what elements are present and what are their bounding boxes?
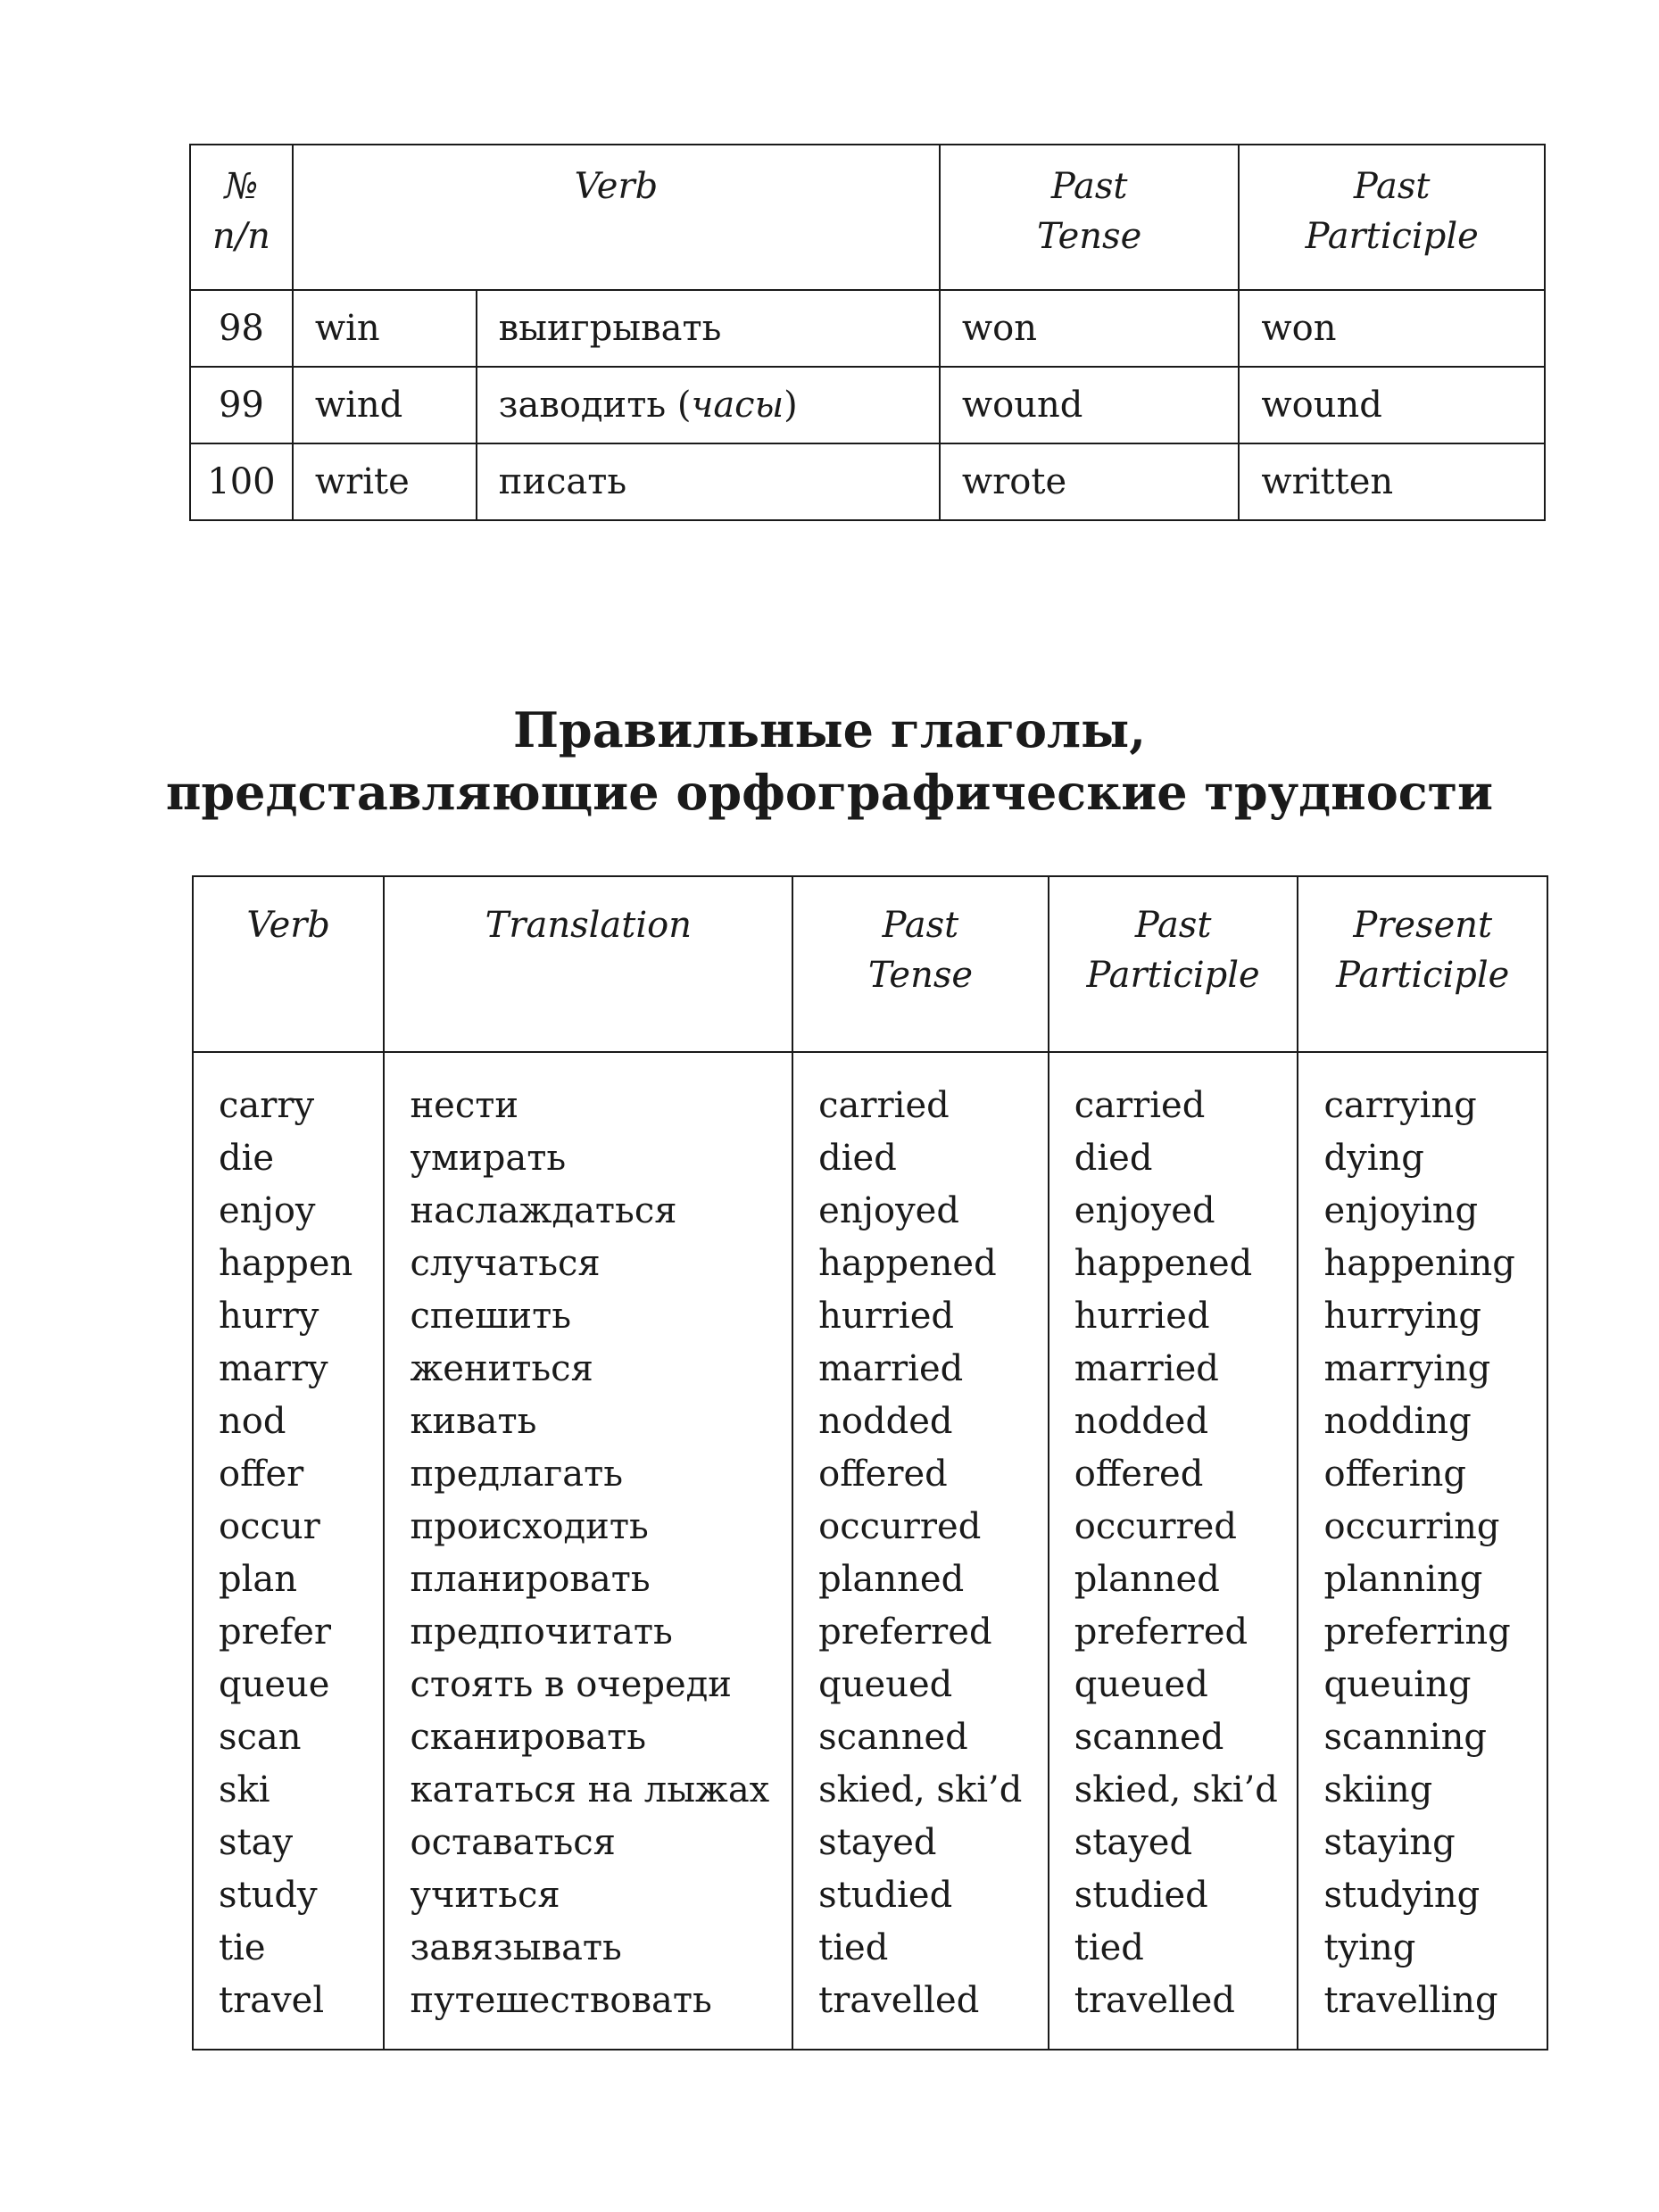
row-number: 99 xyxy=(190,367,293,443)
past-participle-item: enjoyed xyxy=(1074,1190,1215,1231)
translation-item: сканировать xyxy=(410,1717,647,1758)
table-row xyxy=(190,443,1545,520)
past-tense-item: nodded xyxy=(818,1401,953,1442)
translation-item: жениться xyxy=(410,1348,593,1389)
translation-item: кататься на лыжах xyxy=(410,1769,770,1810)
verb-item: ski xyxy=(219,1769,270,1810)
present-participle-item: occurring xyxy=(1323,1506,1500,1547)
past-participle-item: travelled xyxy=(1074,1980,1235,2021)
present-participle-item: nodding xyxy=(1323,1401,1472,1442)
header-past-tense: Past Tense xyxy=(792,876,1049,1052)
translation-text: заводить ( xyxy=(498,385,692,426)
past-participle-item: planned xyxy=(1074,1559,1220,1600)
translation-item: стоять в очереди xyxy=(410,1664,732,1705)
table-row xyxy=(190,367,1545,443)
past-tense-item: carried xyxy=(818,1085,950,1126)
present-participle-item: scanning xyxy=(1323,1717,1487,1758)
translation-cell: писать xyxy=(477,443,940,520)
translation-item: случаться xyxy=(410,1243,601,1284)
past-tense-cell: wound xyxy=(940,367,1239,443)
translation-item: нести xyxy=(410,1085,519,1126)
verb-item: queue xyxy=(219,1664,330,1705)
verb-item: die xyxy=(219,1138,275,1179)
past-participle-item: skied, ski’d xyxy=(1074,1769,1278,1810)
irregular-header-row xyxy=(190,145,1545,290)
verb-item: marry xyxy=(219,1348,328,1389)
present-participle-item: enjoying xyxy=(1323,1190,1479,1231)
verb-item: nod xyxy=(219,1401,286,1442)
verb-item: hurry xyxy=(219,1296,319,1337)
row-number: 100 xyxy=(190,443,293,520)
past-tense-item: queued xyxy=(818,1664,953,1705)
regular-body-row xyxy=(193,1052,1547,2050)
past-participle-column xyxy=(1049,1052,1298,2050)
table-row xyxy=(190,290,1545,367)
past-participle-cell: written xyxy=(1239,443,1545,520)
past-participle-item: happened xyxy=(1074,1243,1253,1284)
past-tense-cell: won xyxy=(940,290,1239,367)
verb-item: stay xyxy=(219,1822,294,1863)
present-participle-item: planning xyxy=(1323,1559,1483,1600)
row-number: 98 xyxy=(190,290,293,367)
present-participle-item: tying xyxy=(1323,1927,1416,1968)
past-participle-cell: wound xyxy=(1239,367,1545,443)
present-participle-item: studying xyxy=(1323,1875,1481,1916)
verb-item: study xyxy=(219,1875,318,1916)
present-participle-item: offering xyxy=(1323,1454,1466,1495)
past-tense-item: offered xyxy=(818,1454,948,1495)
past-tense-item: happened xyxy=(818,1243,997,1284)
heading-line-2: представляющие орфографические трудности xyxy=(165,764,1494,821)
past-participle-item: died xyxy=(1074,1138,1153,1179)
verb-cell: wind xyxy=(293,367,477,443)
irregular-verbs-table xyxy=(189,144,1546,521)
past-participle-item: studied xyxy=(1074,1875,1208,1916)
translation-item: планировать xyxy=(410,1559,651,1600)
closing-paren: ) xyxy=(784,385,798,426)
translation-item: происходить xyxy=(410,1506,649,1547)
translation-item: спешить xyxy=(410,1296,571,1337)
past-tense-item: scanned xyxy=(818,1717,968,1758)
present-participle-column xyxy=(1298,1052,1547,2050)
present-participle-item: staying xyxy=(1323,1822,1456,1863)
past-participle-cell: won xyxy=(1239,290,1545,367)
past-participle-item: carried xyxy=(1074,1085,1206,1126)
verb-cell: win xyxy=(293,290,477,367)
present-participle-item: skiing xyxy=(1323,1769,1433,1810)
past-participle-item: offered xyxy=(1074,1454,1204,1495)
past-participle-item: queued xyxy=(1074,1664,1208,1705)
translation-item: умирать xyxy=(410,1138,567,1179)
header-verb: Verb xyxy=(293,145,940,290)
verb-item: enjoy xyxy=(219,1190,316,1231)
verb-item: occur xyxy=(219,1506,320,1547)
past-participle-item: tied xyxy=(1074,1927,1144,1968)
translation-item: наслаждаться xyxy=(410,1190,677,1231)
past-tense-cell: wrote xyxy=(940,443,1239,520)
section-heading xyxy=(0,699,1659,824)
translation-item: завязывать xyxy=(410,1927,622,1968)
past-tense-item: married xyxy=(818,1348,964,1389)
verb-item: tie xyxy=(219,1927,266,1968)
past-participle-item: preferred xyxy=(1074,1611,1248,1653)
verb-item: travel xyxy=(219,1980,325,2021)
heading-line-1: Правильные глаголы, xyxy=(512,701,1147,758)
translation-column xyxy=(384,1052,792,2050)
header-present-participle: Present Participle xyxy=(1298,876,1547,1052)
past-tense-item: stayed xyxy=(818,1822,937,1863)
present-participle-item: dying xyxy=(1323,1138,1424,1179)
verb-item: scan xyxy=(219,1717,302,1758)
past-participle-item: scanned xyxy=(1074,1717,1224,1758)
regular-header-row xyxy=(193,876,1547,1052)
verb-cell: write xyxy=(293,443,477,520)
present-participle-item: marrying xyxy=(1323,1348,1491,1389)
present-participle-item: hurrying xyxy=(1323,1296,1482,1337)
past-tense-item: enjoyed xyxy=(818,1190,959,1231)
past-tense-item: tied xyxy=(818,1927,889,1968)
present-participle-item: travelling xyxy=(1323,1980,1498,2021)
verb-item: prefer xyxy=(219,1611,331,1653)
verb-item: carry xyxy=(219,1085,315,1126)
past-tense-item: preferred xyxy=(818,1611,992,1653)
header-past-participle: Past Participle xyxy=(1239,145,1545,290)
verb-item: happen xyxy=(219,1243,353,1284)
past-tense-item: studied xyxy=(818,1875,953,1916)
present-participle-item: preferring xyxy=(1323,1611,1511,1653)
present-participle-item: happening xyxy=(1323,1243,1515,1284)
translation-item: предлагать xyxy=(410,1454,624,1495)
translation-item: путешествовать xyxy=(410,1980,712,2021)
past-participle-item: married xyxy=(1074,1348,1219,1389)
verb-column xyxy=(193,1052,384,2050)
header-translation: Translation xyxy=(384,876,792,1052)
past-tense-column xyxy=(792,1052,1049,2050)
translation-item: кивать xyxy=(410,1401,537,1442)
regular-verbs-table xyxy=(192,875,1548,2050)
past-tense-item: skied, ski’d xyxy=(818,1769,1023,1810)
past-participle-item: stayed xyxy=(1074,1822,1193,1863)
translation-item: предпочитать xyxy=(410,1611,673,1653)
past-participle-item: occurred xyxy=(1074,1506,1237,1547)
present-participle-item: carrying xyxy=(1323,1085,1477,1126)
verb-item: plan xyxy=(219,1559,298,1600)
translation-item: оставаться xyxy=(410,1822,616,1863)
present-participle-item: queuing xyxy=(1323,1664,1472,1705)
translation-item: учиться xyxy=(410,1875,560,1916)
header-past-tense: Past Tense xyxy=(940,145,1239,290)
translation-cell xyxy=(477,367,940,443)
past-tense-item: travelled xyxy=(818,1980,980,2021)
past-participle-item: nodded xyxy=(1074,1401,1209,1442)
translation-cell: выигрывать xyxy=(477,290,940,367)
past-participle-item: hurried xyxy=(1074,1296,1210,1337)
header-verb: Verb xyxy=(193,876,384,1052)
verb-item: offer xyxy=(219,1454,304,1495)
translation-note: часы xyxy=(691,385,784,426)
past-tense-item: hurried xyxy=(818,1296,954,1337)
header-past-participle: Past Participle xyxy=(1049,876,1298,1052)
header-number: № п/п xyxy=(190,145,293,290)
past-tense-item: occurred xyxy=(818,1506,982,1547)
past-tense-item: planned xyxy=(818,1559,965,1600)
past-tense-item: died xyxy=(818,1138,897,1179)
